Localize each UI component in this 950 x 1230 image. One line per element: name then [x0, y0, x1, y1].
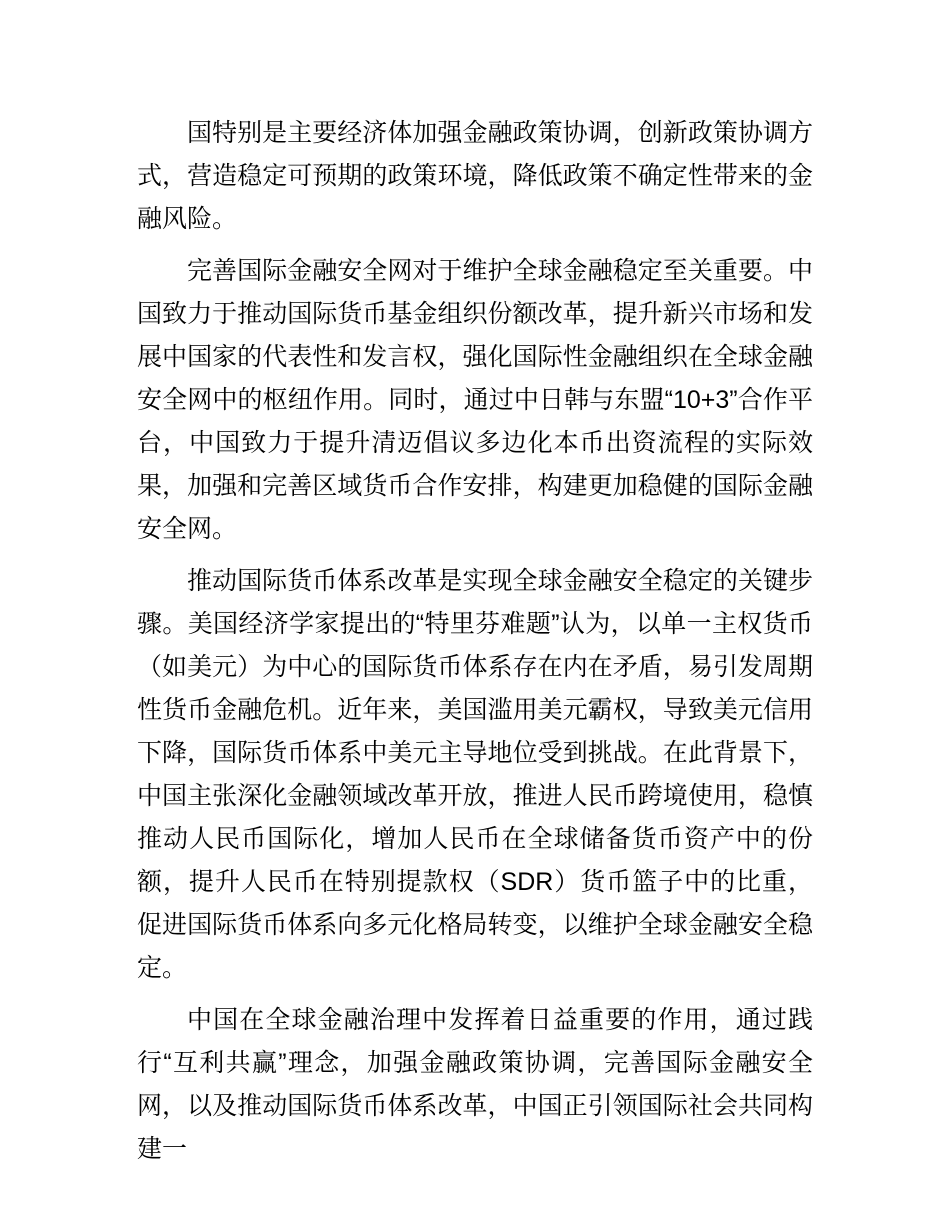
paragraph-2: 完善国际金融安全网对于维护全球金融稳定至关重要。中国致力于推动国际货币基金组织份额改革，提升新兴市场和发展中国家的代表性和发言权，强化国际性金融组织在全球金融安全网中的枢纽作用。同时，通过中日韩与东盟“10+3”合作平台，中国致力于提升清迈倡议多边化本币出资流程的实际效果，加强和完善区域货币合作安排，构建更加稳健的国际金融安全网。 — [137, 257, 813, 543]
paragraph-3: 推动国际货币体系改革是实现全球金融安全稳定的关键步骤。美国经济学家提出的“特里芬难题”认为，以单一主权货币（如美元）为中心的国际货币体系存在内在矛盾，易引发周期性货币金融危机。近年来，美国滥用美元霸权，导致美元信用下降，国际货币体系中美元主导地位受到挑战。在此背景下，中国主张深化金融领域改革开放，推进人民币跨境使用，稳慎推动人民币国际化，增加人民币在全球储备货币资产中的份额，提升人民币在特别提款权（SDR）货币篮子中的比重，促进国际货币体系向多元化格局转变，以维护全球金融安全稳定。 — [137, 567, 813, 982]
paragraph-4: 中国在全球金融治理中发挥着日益重要的作用，通过践行“互利共赢”理念，加强金融政策协调，完善国际金融安全网，以及推动国际货币体系改革，中国正引领国际社会共同构建一 — [137, 1006, 813, 1163]
paragraph-1: 国特别是主要经济体加强金融政策协调，创新政策协调方式，营造稳定可预期的政策环境，降低政策不确定性带来的金融风险。 — [137, 119, 813, 233]
